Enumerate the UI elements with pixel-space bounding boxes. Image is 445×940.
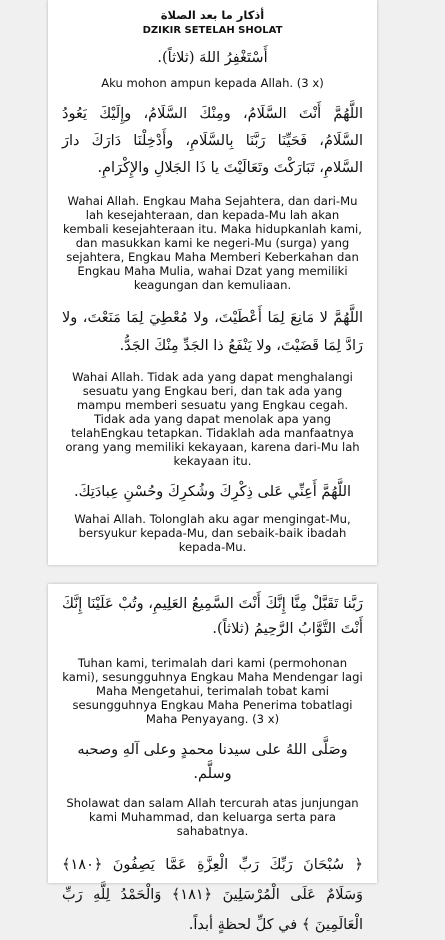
dhikr-arabic-3: اللَّهُمَّ لا مَانِعَ لِمَا أَعْطَيْتَ، ولا مُعْطِيَ لِمَا مَنَعْتَ، ولا رَادَّ لِمَا قَضَيْتَ، ولا يَنْفَعُ ذا الجَدِّ مِنْكَ الجَدُّ. (62, 310, 363, 354)
page-title-arabic: أذكار ما بعد الصلاة (160, 8, 265, 22)
page-title-latin: DZIKIR SETELAH SHOLAT (142, 25, 283, 36)
dhikr-translation-5: Tuhan kami, terimalah dari kami (permohonan kami), sesungguhnya Engkau Maha Mendengar lagi Maha Mengetahui, terimalah tobat kami sesungguhnya Engkau Maha Penerima tobatlagi Maha Penyayang. (3 x) (62, 656, 363, 726)
dhikr-arabic-5: رَبَّنا تَقَبَّلْ مِنَّا إِنَّكَ أَنْتَ السَّمِيعُ العَلِيمِ، وتُبْ عَلَيْنَا إِنَّكَ أَنْتَ التَّوَّابُ الرَّحِيمُ (ثلاثاً). (62, 596, 363, 637)
dhikr-arabic-1: أَسْتَغْفِرُ اللهَ (ثلاثاً). (157, 50, 268, 66)
dhikr-translation-1: Aku mohon ampun kepada Allah. (3 x) (101, 76, 324, 90)
dhikr-arabic-7: ﴿ سُبْحَانَ رَبِّكَ رَبِّ الْعِزَّةِ عَمَّا يَصِفُونَ ﴿١٨٠﴾ وَسَلَامٌ عَلَى الْمُرْسَلِينَ ﴿١٨١﴾ وَالْحَمْدُ لِلَّهِ رَبِّ الْعَالَمِينَ ﴾ في كلِّ لحظةٍ أبداً. (62, 857, 363, 933)
dhikr-arabic-2: اللَّهُمَّ أَنْتَ السَّلَامُ، ومِنْكَ السَّلَامُ، وإِلَيْكَ يَعُودُ السَّلَامُ، فَحَيِّنَا رَبَّنَا بِالسَّلَامِ، وأَدْخِلْنَا دَارَكَ دارَ السَّلامِ، تَبَارَكْتَ وتَعَالَيْتَ يا ذَا الجَلالِ والإِكْرَامِ. (62, 106, 363, 176)
dhikr-translation-4: Wahai Allah. Tolonglah aku agar mengingat-Mu, bersyukur kepada-Mu, dan sebaik-baik ibadah kepada-Mu. (74, 512, 351, 554)
dhikr-translation-6: Sholawat dan salam Allah tercurah atas junjungan kami Muhammad, dan keluarga serta para sahabatnya. (66, 796, 359, 838)
document-page-2 (48, 584, 377, 933)
dhikr-arabic-4: اللَّهُمَّ أَعِنِّي عَلى ذِكْرِكَ وشُكرِكَ وحُسْنِ عِبادَتِكَ. (73, 484, 352, 500)
document-page-1 (48, 0, 377, 565)
dhikr-translation-3: Wahai Allah. Tidak ada yang dapat menghalangi sesuatu yang Engkau beri, dan tak ada yang mampu memberi sesuatu yang Engkau cegah. Tidak ada yang dapat menolak apa yang telahEngkau tetapkan. Tidaklah ada manfaatnya orang yang memiliki kekayaan, karena dari-Mu lah kekayaan itu. (65, 370, 360, 468)
dhikr-arabic-6: وصَلَّى اللهُ على سيدنا محمدٍ وعلى آلهِ وصحبه وسلَّم. (77, 742, 348, 782)
dhikr-translation-2: Wahai Allah. Engkau Maha Sejahtera, dan dari-Mu lah kesejahteraan, dan kepada-Mu lah akan kembali kesejahteraan itu. Maka hidupkanlah kami, dan masukkan kami ke negeri-Mu (surga) yang sejahtera, Engkau Maha Memberi Keberkahan dan Engkau Maha Mulia, wahai Dzat yang memiliki keagungan dan kemuliaan. (63, 194, 362, 292)
